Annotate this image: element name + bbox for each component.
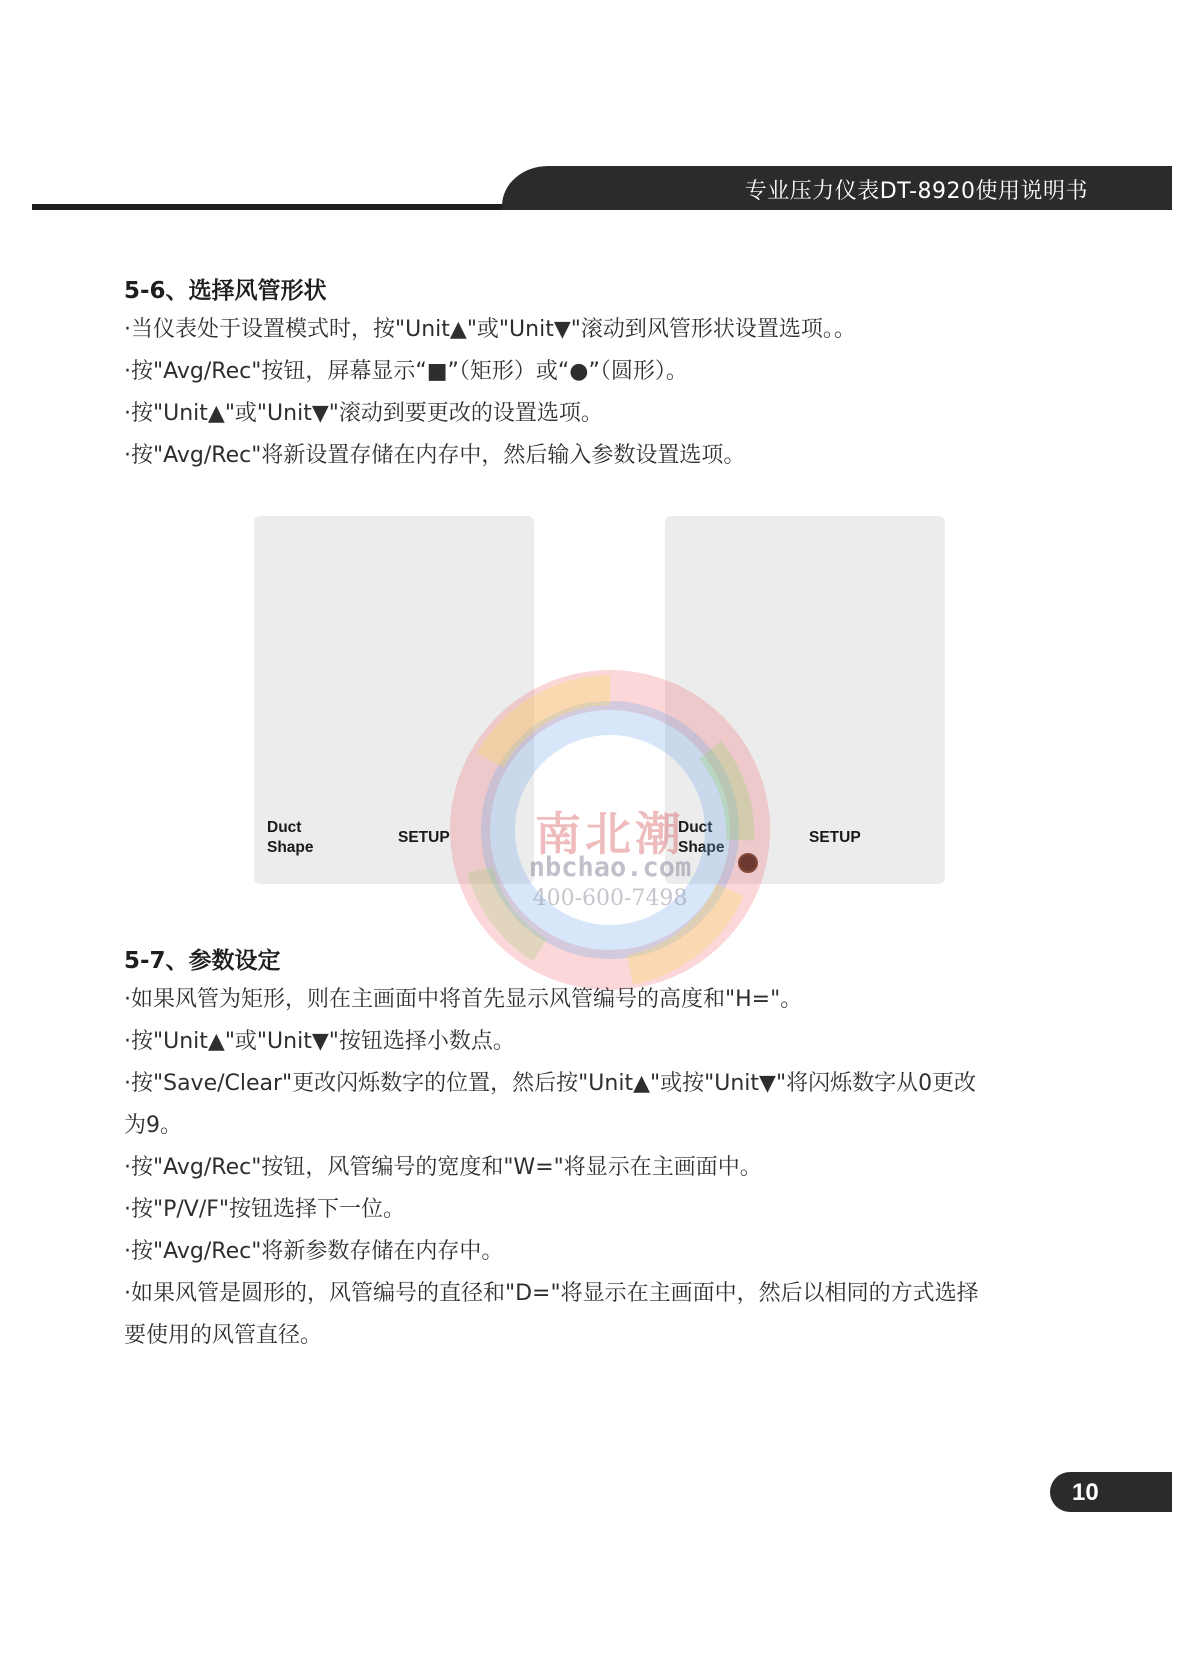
page-number: 10 (1072, 1479, 1099, 1506)
paragraph-line: 要使用的风管直径。 (124, 1323, 323, 1348)
paragraph-line: ·按"Unit▲"或"Unit▼"按钮选择小数点。 (124, 1029, 515, 1054)
watermark-brand: 南北潮 (535, 807, 685, 861)
setup-label: SETUP (809, 829, 861, 846)
watermark-phone: 400-600-7498 (532, 886, 688, 911)
paragraph-line: ·按"Avg/Rec"将新设置存储在内存中，然后输入参数设置选项。 (124, 443, 746, 468)
paragraph-line: ·当仪表处于设置模式时，按"Unit▲"或"Unit▼"滚动到风管形状设置选项。。 (124, 317, 856, 342)
document-title: 专业压力仪表DT-8920使用说明书 (744, 179, 1088, 204)
paragraph-line: ·按"Avg/Rec"按钮，屏幕显示“■”（矩形）或“●”（圆形）。 (124, 359, 688, 384)
duct-shape-label: Duct Shape (267, 819, 314, 856)
duct-shape-label: Duct Shape (678, 819, 725, 856)
filled-circle-icon (738, 853, 758, 873)
paragraph-line: ·按"Unit▲"或"Unit▼"滚动到要更改的设置选项。 (124, 401, 603, 426)
paragraph-line: 为9。 (124, 1113, 182, 1138)
paragraph-line: ·按"P/V/F"按钮选择下一位。 (124, 1197, 406, 1222)
page-number-tab (1050, 1472, 1172, 1512)
paragraph-line: ·如果风管为矩形，则在主画面中将首先显示风管编号的高度和"H="。 (124, 987, 803, 1012)
setup-label: SETUP (398, 829, 450, 846)
section-heading-5-7: 5-7、参数设定 (124, 948, 281, 974)
paragraph-line: ·按"Save/Clear"更改闪烁数字的位置，然后按"Unit▲"或按"Unit▼"将闪烁数字从0更改 (124, 1071, 977, 1096)
display-figure-circular (665, 516, 945, 884)
paragraph-line: ·按"Avg/Rec"按钮，风管编号的宽度和"W="将显示在主画面中。 (124, 1155, 762, 1180)
display-figure-rectangular (254, 516, 534, 884)
paragraph-line: ·如果风管是圆形的，风管编号的直径和"D="将显示在主画面中，然后以相同的方式选择 (124, 1281, 979, 1306)
section-heading-5-6: 5-6、选择风管形状 (124, 278, 327, 304)
paragraph-line: ·按"Avg/Rec"将新参数存储在内存中。 (124, 1239, 504, 1264)
watermark-url: nbchao.com (528, 852, 692, 883)
